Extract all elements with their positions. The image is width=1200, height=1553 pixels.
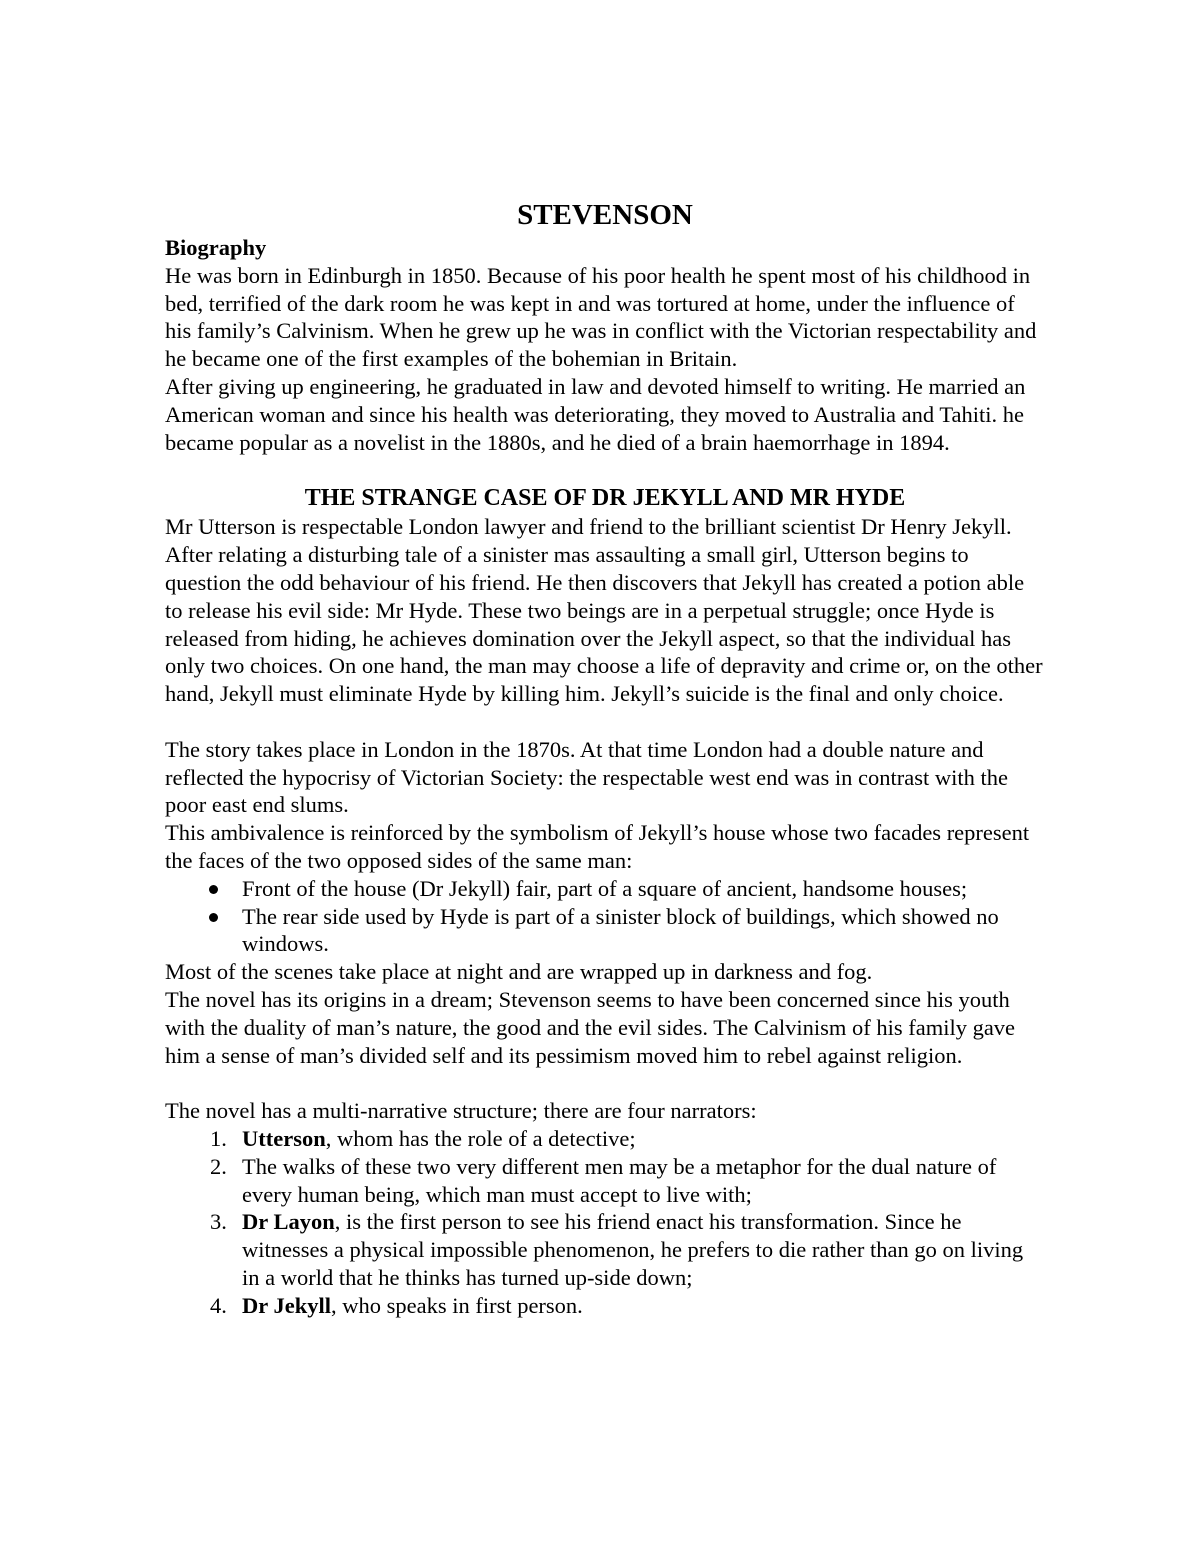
document-page: [165, 198, 1045, 1319]
novel-heading: THE STRANGE CASE OF DR JEKYLL AND MR HYDE: [304, 485, 906, 512]
narrator-description: , whom has the role of a detective;: [325, 1125, 636, 1151]
narrator-name: Utterson: [242, 1125, 326, 1151]
list-item: [165, 903, 1045, 959]
spacer: [165, 708, 1045, 736]
origins-paragraph: The novel has its origins in a dream; Stevenson seems to have been concerned since his youth with the duality of man’s nature, the good and the evil sides. The Calvinism of his family gave him a sense of man’s divided self and its pessimism moved him to rebel against religion.: [165, 986, 1016, 1068]
list-item: [165, 1292, 1045, 1320]
list-item: [165, 1125, 1045, 1153]
plot-paragraph: Mr Utterson is respectable London lawyer and friend to the brilliant scientist Dr Henry Jekyll. After relating a disturbing tale of a sinister mas assaulting a small girl, Utterson begins to question the odd behaviour of his friend. He then discovers that Jekyll has created a potion able to release his evil side: Mr Hyde. These two beings are in a perpetual struggle; once Hyde is released from hiding, he achieves domination over the Jekyll aspect, so that the individual has only two choices. On one hand, the man may choose a life of depravity and crime or, on the other hand, Jekyll must eliminate Hyde by killing him. Jekyll’s suicide is the final and only choice.: [165, 514, 1043, 707]
spacer: [165, 1069, 1045, 1097]
setting-paragraph-1: The story takes place in London in the 1870s. At that time London had a double nature and reflected the hypocrisy of Victorian Society: the respectable west end was in contrast with the poor east end slums.: [165, 736, 1008, 818]
bullet-text: Front of the house (Dr Jekyll) fair, part of a square of ancient, handsome houses;: [242, 875, 968, 901]
list-number: 2.: [210, 1153, 227, 1179]
narrator-description: The walks of these two very different men may be a metaphor for the dual nature of every human being, which man must accept to live with;: [242, 1153, 997, 1207]
scenes-paragraph: Most of the scenes take place at night and are wrapped up in darkness and fog.: [165, 959, 873, 985]
setting-paragraph-2: This ambivalence is reinforced by the symbolism of Jekyll’s house whose two facades represent the faces of the two opposed sides of the same man:: [165, 820, 1030, 873]
narrator-name: Dr Layon: [242, 1209, 335, 1235]
biography-heading: Biography: [165, 235, 267, 260]
house-bullet-list: [165, 875, 1045, 958]
narrator-description: , who speaks in first person.: [330, 1292, 583, 1318]
list-item: [165, 1208, 1045, 1291]
biography-paragraph-1: He was born in Edinburgh in 1850. Because of his poor health he spent most of his childhood in bed, terrified of the dark room he was kept in and was tortured at home, under the influence of his family’s Calvinism. When he grew up he was in conflict with the Victorian respectability and he became one of the first examples of the bohemian in Britain.: [165, 262, 1037, 372]
narrator-description: , is the first person to see his friend enact his transformation. Since he witnesses a physical impossible phenomenon, he prefers to die rather than go on living in a world that he thinks has turned up-side down;: [242, 1209, 1024, 1290]
bullet-text: The rear side used by Hyde is part of a sinister block of buildings, which showed no windows.: [242, 903, 999, 957]
list-item: [165, 875, 1045, 903]
list-item: [165, 1153, 1045, 1209]
structure-intro: The novel has a multi-narrative structure; there are four narrators:: [165, 1098, 757, 1124]
spacer: [165, 456, 1045, 483]
list-number: 1.: [210, 1125, 227, 1151]
list-number: 4.: [210, 1292, 227, 1318]
list-number: 3.: [210, 1209, 227, 1235]
biography-paragraph-2: After giving up engineering, he graduated in law and devoted himself to writing. He married an American woman and since his health was deteriorating, they moved to Australia and Tahiti. he became popular as a novelist in the 1880s, and he died of a brain haemorrhage in 1894.: [165, 373, 1026, 455]
narrators-list: [165, 1125, 1045, 1320]
bullet-icon: [209, 913, 218, 922]
narrator-name: Dr Jekyll: [242, 1292, 331, 1318]
bullet-icon: [209, 885, 218, 894]
document-title: STEVENSON: [517, 199, 693, 231]
